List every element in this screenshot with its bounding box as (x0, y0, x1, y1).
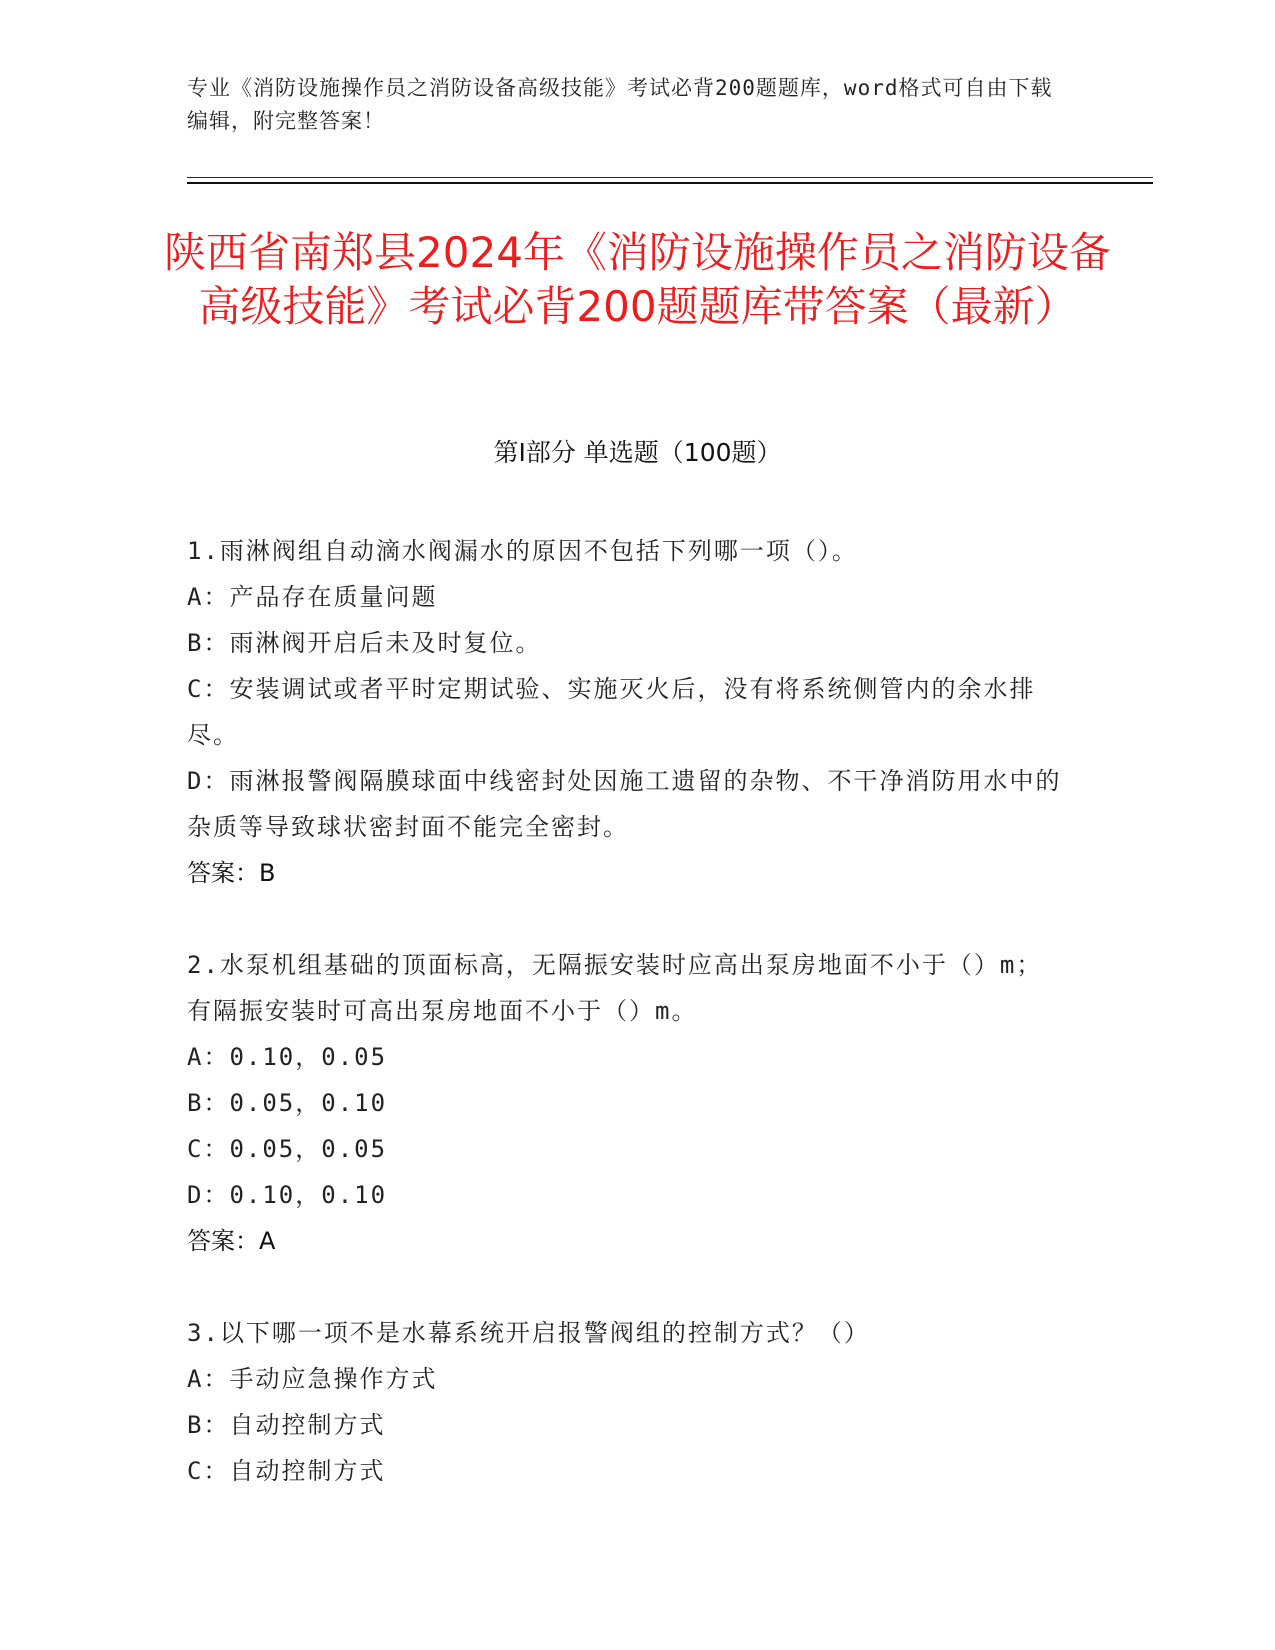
section-title: 第I部分 单选题（100题） (493, 438, 782, 467)
option-b: B：自动控制方式 (187, 1411, 386, 1439)
header-divider-thick (187, 182, 1153, 184)
document-title: 陕西省南郑县2024年《消防设施操作员之消防设备高级技能》考试必背200题题库带答案（最新） (164, 228, 1111, 331)
header-divider-thin (187, 177, 1153, 178)
option-a: A：手动应急操作方式 (187, 1365, 438, 1393)
question-list (187, 528, 1067, 1540)
question-2 (187, 942, 1067, 1264)
option-d: D：雨淋报警阀隔膜球面中线密封处因施工遗留的杂物、不干净消防用水中的杂质等导致球状密封面不能完全密封。 (187, 767, 1062, 841)
answer: 答案：A (187, 1227, 276, 1255)
option-b: B：雨淋阀开启后未及时复位。 (187, 629, 542, 657)
question-text: 3.以下哪一项不是水幕系统开启报警阀组的控制方式？（） (187, 1319, 870, 1347)
option-a: A：产品存在质量问题 (187, 583, 438, 611)
question-text: 1.雨淋阀组自动滴水阀漏水的原因不包括下列哪一项（）。 (187, 537, 858, 565)
option-c: C：自动控制方式 (187, 1457, 386, 1485)
question-3 (187, 1310, 1067, 1494)
header-note: 专业《消防设施操作员之消防设备高级技能》考试必背200题题库，word格式可自由下载编辑，附完整答案！ (187, 76, 1053, 133)
option-b: B：0.05，0.10 (187, 1089, 388, 1117)
option-a: A：0.10，0.05 (187, 1043, 388, 1071)
option-c: C：安装调试或者平时定期试验、实施灭火后，没有将系统侧管内的余水排尽。 (187, 675, 1036, 749)
question-1 (187, 528, 1067, 896)
answer: 答案：B (187, 859, 276, 887)
option-d: D：0.10，0.10 (187, 1181, 388, 1209)
option-c: C：0.05，0.05 (187, 1135, 388, 1163)
question-text: 2.水泵机组基础的顶面标高，无隔振安装时应高出泵房地面不小于（）m；有隔振安装时可高出泵房地面不小于（）m。 (187, 951, 1043, 1025)
